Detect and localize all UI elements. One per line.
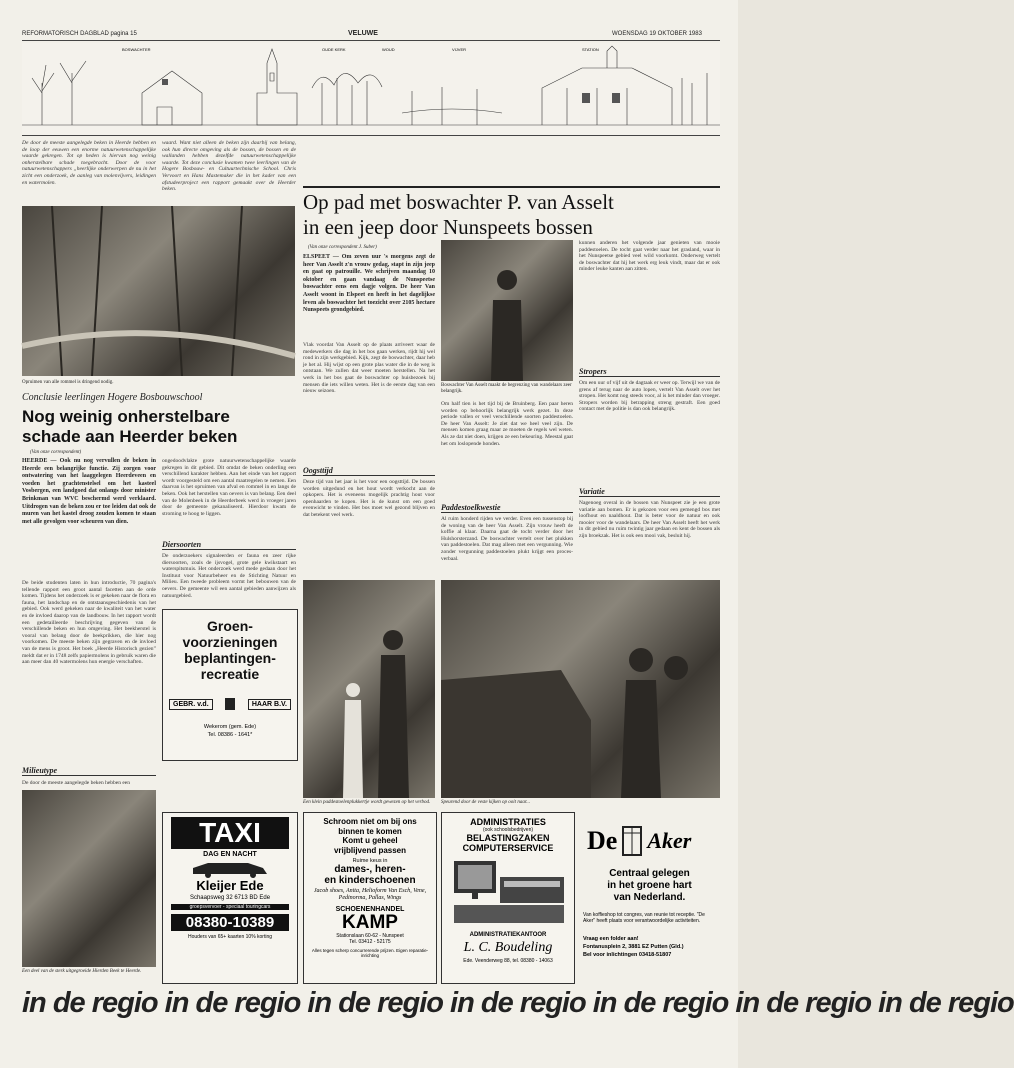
ad-aker-address: Fontanusplein 2, 3881 EZ Putten (Gld.)	[583, 944, 684, 950]
story1-body-left: De beide studenten laten in hun introductie, 70 pagina's tellende rapport een groot aantal facetten aan de orde komen. Tijdens het onderzoek is er gekeken naar de flora en fauna, het landschap en de ontstaansgeschiedenis van het gebied. Ook werd gekeken naar de kwaliteit van het water en de invloed daarop van de landbouw. In het rapport wordt een gedetailleerde beschrijving gegeven van de verschillende beken en hun omgeving. Het beekherstel is vooral van belang door de beekprikken, die hier nog voorkomen. De meeste beken zijn gegraven en de invloed van de mens is groot. Het boek „Heerde Historisch gezien” meldt dat er in 1748 zelfs papiermolens in gebruik waren die aan meer dan 40 watermolens hun energie verschaften.	[22, 580, 156, 666]
header-section: VELUWE	[348, 30, 378, 37]
story2-body-stropers: Om een uur of vijf uit de dagtaak er weer op. Terwijl we van de grens af terug naar de auto lopen, vertelt Van Asselt over het stropen. Het komt nog steeds voor, al is het minder dan vroeger. Stropers worden bij betrapping streng gestraft. Een goed contact met de politie is dan ook belangrijk.	[579, 380, 720, 413]
ad-kamp-line7: en kinderschoenen	[324, 875, 416, 886]
story1-sub-diersoorten: Diersoorten	[162, 540, 296, 550]
story1-body-mid: ongedoodvlakte grote natuurwetenschappelijke waarde gekregen in dit gebied. Dit omdat de beken onderling een verschillend karakter hebben. Aan het einde van het rapport wordt voorgesteld om een aantal maatregelen te nemen. Een daarvan is het opruimen van afval en rommel in en langs de beken. Ook het herstellen van oevers is van belang. Een deel van de Molenbeek in de Heerderbeek werd in vroeger jaren door de gemeente gekanaliseerd. Hierdoor kwam de stroming te hoog te liggen.	[162, 458, 296, 517]
story1-lead: HEERDE — Ook nu nog vervullen de beken in Heerde een belangrijke functie. Zij zorgen voor ontwatering van het laaggelegen Heerdeveen en voeden het grachtenstelsel om het kasteel Vosbergen, een landgoed dat onlangs door minister Brinkman van WVC beschermd werd verklaard. Uitdrogen van de beken zou er toe leiden dat ook de muren van het kastel droog zouden komen te staan met alle gevolgen voor scheuren van dien.	[22, 458, 156, 525]
story2-byline: (Van onze correspondent J. Suber)	[308, 245, 377, 250]
story1-body-milieutype: De door de meeste aangelegde beken hebben een	[22, 780, 130, 786]
photo-b-figures	[303, 580, 435, 798]
ad-aker-logo-icon	[617, 823, 647, 859]
intro-left: De door de meeste aangelegde beken in Heerde hebben en de loop der eeuwen een enorme natuurwetenschappelijke waarde gekregen. Tot op heden is hiervan nog weinig onherstelbare schade toegebracht. Door de voor natuurwetenschappers „heerlijke onderwerpen de nu in het zicht een onderzoek, de aanleg van molenvijvers, leidingen en watermolen.	[22, 140, 156, 186]
ad-taxi-footer: Houders van 65+ kaarten 10% korting	[187, 934, 273, 940]
story2-headline-line2: in een jeep door Nunspeets bossen	[303, 215, 593, 239]
story2-sub-stropers: Stropers	[579, 367, 720, 377]
ad-kamp-line1: Schroom niet om bij ons	[323, 817, 417, 826]
ad-kamp-address: Stationslaan 60-62 - Nunspeet	[336, 933, 404, 939]
ad-taxi	[162, 812, 298, 984]
ad-kamp-brands: Jacob shoes, Anita, Helioform Van Esch, Vene, Pedinorma, Pallas, Wings	[313, 888, 427, 901]
ad-kamp-line6: dames-, heren-	[334, 864, 406, 875]
ad-kamp-schoenen	[303, 812, 437, 984]
banner-label-3: WOUD	[382, 47, 395, 52]
story2-sub-oogsttijd: Oogsttijd	[303, 466, 435, 476]
ad-kamp-footer: Alles tegen scherp concurrerende prijzen. Eigen reparatie-inrichting	[311, 948, 429, 958]
ad-groen-logo-mark	[225, 698, 235, 710]
story1-headline-line1: Nog weinig onherstelbare	[22, 407, 230, 426]
story1-sub-milieutype: Milieutype	[22, 766, 156, 776]
photo-forest-stream	[22, 206, 295, 376]
ad-kamp-line5: Ruime keus in	[352, 858, 388, 864]
ad-groen-line2: voorzieningen	[182, 634, 278, 650]
ad-admin-line2: (ook schoolsbedrijven)	[482, 827, 534, 833]
ad-groen-address1: Wekerom (gem. Ede)	[203, 724, 257, 730]
bottom-banner-text: in de regio in de regio in de regio in de regio in de regio in de regio in de regio	[22, 987, 1014, 1019]
ad-groen-logo	[169, 696, 291, 712]
photo-boswachter	[441, 240, 573, 381]
story2-right-col1: kunnen anderen het volgende jaar genieten van mooie paddestoelen. De tocht gaat verder naar het grasland, waar in het Nunspeetse gebied veel wild voorkomt. Onderweg vertelt de boswachter dat hij het werk erg leuk vindt, maar dat er ook minder leuke kanten aan zitten.	[579, 240, 720, 273]
photo1-caption: Opruimen van alle rommel is dringend nodig.	[22, 380, 114, 385]
ad-aker-slogan2: in het groene hart	[607, 880, 692, 891]
photo-boswachter-figure	[441, 240, 573, 381]
story2-sub-paddestoel: Paddestoelkwestie	[441, 503, 573, 513]
header-date: WOENSDAG 19 OKTOBER 1983	[612, 31, 702, 37]
ad-kamp-line3: Komt u geheel	[342, 836, 398, 845]
story2-body-paddestoel: Al ruim honderd rijden we verder. Even een tussenstop bij de woning van de heer Van Asselt. Zijn vrouw heeft de koffie al klaar. Daarna gaat de tocht verder door het Hulshorsterzand. De boswachter vertelt over het plukken van paddestoelen. Dat mag alleen met een vergunning. Wie zonder vergunning paddestoelen plukt krijgt een proces-verbaal.	[441, 516, 573, 562]
photo-jeep	[441, 580, 720, 798]
story2-lead: ELSPEET — Om zeven uur 's morgens zegt de heer Van Asselt z'n vrouw gedag, stapt in zijn jeep en gaat op patrouille. We schrijven maandag 10 oktober en gaan vandaag de Nunspeetse boswachter eens een dagje volgen. De heer Van Asselt woont in Elspeet en heeft in het dagelijkse leven als boswachter het toezicht over 2105 hectare Nunspeets grondgebied.	[303, 254, 435, 314]
photo-c-caption: Speurend door de veste kijken op ooit naar...	[441, 800, 530, 805]
computer-icon	[442, 857, 574, 929]
ad-groen-line3: beplantingen-	[184, 650, 276, 666]
ad-groen-line4: recreatie	[200, 666, 260, 682]
ad-admin-line1: ADMINISTRATIES	[470, 817, 546, 827]
photo-a-caption: Boswachter Van Asselt maakt de begrenzing van wandelaars zeer belangrijk.	[441, 383, 572, 394]
story2-body1: Vlak voordat Van Asselt op de plaats arriveert waar de medewerkers die dag in het bos gaan werken, rijdt hij wel rond in zijn werkgebied. Kijk, zegt de boswachter, daar heb je het al. Hij wijst op een grote plas water die in de weg is ontstaan. We zullen dat weer moeten herstellen. Na het werk in het bos gaat de boswachter op huisbezoek bij mensen die iets willen weten. Het is de eerste dag van een nieuw seizoen.	[303, 342, 435, 395]
ad-admin-line3: BELASTINGZAKEN	[466, 833, 550, 843]
ad-kamp-name: KAMP	[342, 912, 398, 933]
ad-aker-logo	[587, 820, 712, 862]
banner-label-5: VIJVER	[452, 47, 467, 52]
story2-headline	[303, 186, 720, 240]
story2-headline-line1: Op pad met boswachter P. van Asselt	[303, 190, 614, 214]
story1-headline-line2: schade aan Heerder beken	[22, 427, 238, 446]
ad-de-aker	[579, 812, 720, 982]
ad-aker-slogan3: van Nederland.	[613, 892, 686, 903]
photo-c-jeep	[441, 580, 720, 798]
ad-admin-office: ADMINISTRATIEKANTOOR	[469, 932, 547, 938]
intro-right: waard. Want niet alleen de beken zijn daarbij van belang, ook hun directe omgeving als de bossen, de bossen en de wallanden hebben dezelfde natuurwetenschappelijke waarde. Tot deze conclusie kwamen twee leerlingen van de Hogere Bosbouw- en Cultuurtechnische School. Chris Vervoort en Hans Mastemaker die in het kader van een afstudeerproject een rapport gemaakt over de Heerder beken.	[162, 140, 296, 193]
photo-b-caption: Een klein paddestoelenplukkertje wordt gewezen op het verbod.	[303, 800, 431, 805]
story1-byline: (Van onze correspondent)	[30, 450, 82, 455]
photo-overgrown-beek	[22, 790, 156, 967]
story2-body-oogsttijd: Deze tijd van het jaar is het voor een oogsttijd. De bossen worden uitgedund en het hout wordt verkocht aan de opkopers. Het is eveneens mogelijk prachtig hout voor openhaarden te kopen. Het is de kunst om een goed evenwicht te vinden. Het bos moet wel gezond blijven en dat betekent veel werk.	[303, 479, 435, 518]
ad-taxi-sub: DAG EN NACHT	[203, 851, 257, 858]
ad-groen-logo-left: GEBR. v.d.	[169, 699, 213, 710]
ad-groenvoorzieningen	[162, 609, 298, 761]
ad-admin-line4: COMPUTERSERVICE	[462, 843, 554, 853]
story2-body2: Om half tien is het tijd bij de Bruinberg. Een paar heren worden op behoorlijk belangrijk werk gezet. In deze periode vallen er veel verschillende soorten paddestoelen. De heer Van Asselt: Je ziet dat we heel veel zijn. De mensen komen graag maar ze moeten de regels wel weten. Als ze dat niet doen, krijgen ze een bekeuring. Meestal gaat het om loslopende honden.	[441, 401, 573, 447]
story1-body-diersoorten: De onderzoekers signaleerden er fauna en zeer rijke diersoorten, zoals de ijsvogel, grote gele kwikstaart en waterspitsmuis. Het onderzoek werd mede gedaan door het Instituut voor Natuurbeheer en de Stichting Natuur en Milieu. Een tweede probleem vormt het bebouwen van de oevers. De gemeente wil een aantal gebieden aanwijzen als natuurgebied.	[162, 553, 296, 599]
ad-kamp-shop: SCHOENENHANDEL	[335, 906, 405, 913]
story1-headline	[22, 407, 295, 447]
ad-aker-slogan1: Centraal gelegen	[609, 868, 690, 879]
veluwe-sketch	[22, 43, 720, 135]
header-paper-name: REFORMATORISCH DAGBLAD pagina 15	[22, 31, 137, 37]
ad-kamp-phone: Tel. 03412 - 52175	[349, 939, 391, 945]
banner-label-4: STATION	[582, 47, 599, 52]
ad-taxi-phone: 08380-10389	[171, 914, 289, 931]
ad-taxi-title: TAXI	[171, 817, 289, 849]
ad-kamp-line2: binnen te komen	[338, 826, 402, 836]
bottom-banner	[22, 985, 1014, 1021]
ad-groen-line1: Groen-	[207, 618, 253, 634]
banner-illustration	[22, 43, 720, 136]
ad-groen-logo-right: HAAR B.V.	[248, 699, 291, 710]
photo2-caption: Een deel van de sterk uitgegroeide Hierden Beek te Heerde.	[22, 969, 142, 974]
ad-admin-name: L. C. Boudeling	[463, 940, 553, 955]
photo-forest-lines	[22, 206, 295, 376]
ad-kamp-line4: vrijblijvend passen	[333, 845, 407, 855]
photo-paddestoel-plukker	[303, 580, 435, 798]
ad-groen-address2: Tel. 08386 - 1641*	[207, 732, 253, 738]
ad-taxi-tag: groepsvervoer - speciaal touringcars	[171, 904, 289, 910]
ad-taxi-address: Schaapsweg 32 6713 BD Ede	[189, 895, 271, 901]
ad-taxi-car-icon	[163, 858, 297, 878]
ad-aker-logo1: De	[587, 826, 618, 855]
ad-aker-body: Van koffieshop tot congres, van reunie tot receptie. "De Aker" heeft plaats voor verantwoordelijke activiteiten.	[583, 912, 705, 924]
ad-administratiekantoor	[441, 812, 575, 984]
banner-label-2: OUDE KERK	[322, 47, 346, 52]
ad-admin-address: Ede. Veenderweg 88, tel. 08380 - 14063	[463, 958, 553, 964]
banner-label-1: BOSWACHTER	[122, 47, 151, 52]
story2-body-variatie: Nagenoeg overal in de bossen van Nunspeet zie je een grote variatie aan bomen. Er is gekozen voor een gemengd bos met loofhout en naaldhout. Dat is beter voor de natuur en ook mooier voor de wandelaars. De heer Van Asselt heeft het werk in dit gebied nu ruim twintig jaar gedaan en kent de bossen als zijn broekzak. Het is ook een mooi vak, besluit hij.	[579, 500, 720, 539]
ad-aker-logo2: Aker	[647, 828, 692, 853]
story1-kicker: Conclusie leerlingen Hogere Bosbouwschool	[22, 392, 203, 403]
story2-sub-variatie: Variatie	[579, 487, 720, 497]
ad-taxi-company: Kleijer Ede	[196, 878, 264, 893]
ad-aker-phone: Bel voor inlichtingen 03418-51807	[583, 952, 672, 958]
ad-aker-ask: Vraag een folder aan!	[583, 936, 639, 942]
